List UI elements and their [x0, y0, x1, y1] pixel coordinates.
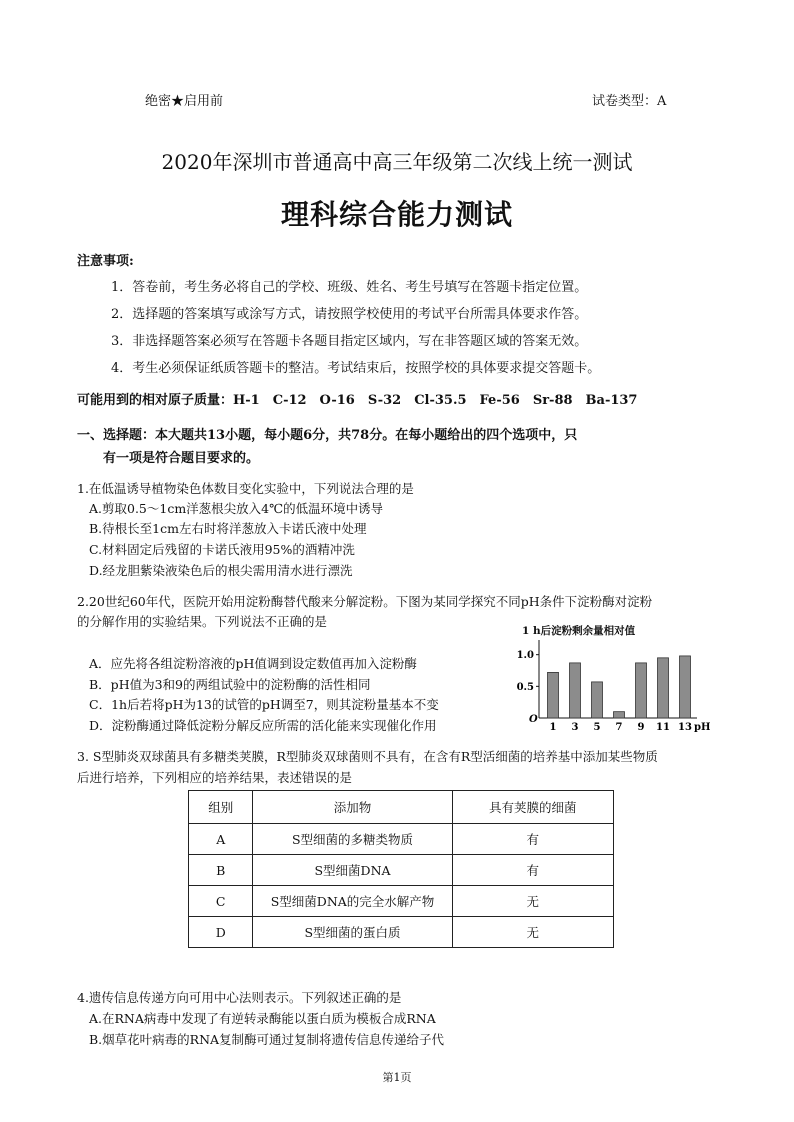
chart-bar	[614, 712, 625, 718]
chart-x-tick-label: 11	[656, 722, 670, 733]
chart-bar	[592, 682, 603, 718]
question-4-stem: 4.遗传信息传递方向可用中心法则表示。下列叙述正确的是	[77, 990, 402, 1005]
question-1-stem: 1.在低温诱导植物染色体数目变化实验中，下列说法合理的是	[77, 481, 414, 496]
table-cell: B	[189, 855, 253, 886]
question-2-option-d: D．淀粉酶通过降低淀粉分解反应所需的活化能来实现催化作用	[89, 718, 437, 733]
notice-item: 3．非选择题答案必须写在答题卡各题目指定区域内，写在非答题区域的答案无效。	[111, 334, 588, 349]
chart-title: 1 h后淀粉剩余量相对值	[522, 625, 636, 637]
question-3-stem: 3. S型肺炎双球菌具有多糖类荚膜，R型肺炎双球菌则不具有，在含有R型活细菌的培养基中添加某些物质	[77, 749, 658, 764]
notice-item: 4．考生必须保证纸质答题卡的整洁。考试结束后，按照学校的具体要求提交答题卡。	[111, 361, 601, 376]
table-header: 具有荚膜的细菌	[452, 791, 613, 824]
table-header: 添加物	[253, 791, 452, 824]
question-4-option-b: B.烟草花叶病毒的RNA复制酶可通过复制将遗传信息传递给子代	[89, 1032, 445, 1047]
chart-x-tick-label: 1	[549, 722, 557, 733]
chart-y-tick-label: 0.5	[516, 681, 534, 693]
notice-item: 2．选择题的答案填写或涂写方式，请按照学校使用的考试平台所需具体要求作答。	[111, 307, 588, 322]
results-table	[188, 790, 614, 948]
confidential-label: 绝密★启用前	[145, 94, 224, 109]
notice-item: 1．答卷前，考生务必将自己的学校、班级、姓名、考生号填写在答题卡指定位置。	[111, 280, 588, 295]
table-row	[189, 917, 614, 948]
chart-x-tick-label: 7	[615, 722, 623, 733]
table-header-row	[189, 791, 614, 824]
exam-title: 2020年深圳市普通高中高三年级第二次线上统一测试	[161, 150, 633, 174]
table-row	[189, 824, 614, 855]
exam-subtitle: 理科综合能力测试	[280, 198, 513, 231]
table-cell: 有	[452, 824, 613, 855]
question-2-stem: 2.20世纪60年代，医院开始用淀粉酶替代酸来分解淀粉。下图为某同学探究不同pH条件下淀粉酶对淀粉	[77, 594, 653, 609]
table-cell: S型细菌的蛋白质	[253, 917, 452, 948]
section-heading-cont: 有一项是符合题目要求的。	[103, 451, 260, 466]
section-heading: 一、选择题：本大题共13小题，每小题6分，共78分。在每小题给出的四个选项中，只	[77, 428, 578, 443]
chart-origin-label: O	[529, 714, 538, 725]
question-1-option-d: D.经龙胆紫染液染色后的根尖需用清水进行漂洗	[89, 563, 353, 578]
table-cell: 有	[452, 855, 613, 886]
chart-x-tick-label: 3	[571, 722, 579, 733]
question-3-stem-cont: 后进行培养，下列相应的培养结果，表述错误的是	[77, 770, 353, 785]
table-cell: D	[189, 917, 253, 948]
table-cell: S型细菌DNA	[253, 855, 452, 886]
question-2-option-b: B．pH值为3和9的两组试验中的淀粉酶的活性相同	[89, 677, 371, 692]
table-cell: 无	[452, 917, 613, 948]
chart-bar	[570, 663, 581, 718]
table-cell: S型细菌DNA的完全水解产物	[253, 886, 452, 917]
question-2-option-c: C．1h后若将pH为13的试管的pH调至7，则其淀粉量基本不变	[89, 697, 439, 712]
page-number: 第1页	[382, 1071, 412, 1084]
chart-x-tick-label: 13	[678, 722, 692, 733]
question-2-option-a: A．应先将各组淀粉溶液的pH值调到设定数值再加入淀粉酶	[89, 656, 417, 671]
chart-x-tick-label: 9	[637, 722, 645, 733]
chart-bar	[658, 658, 669, 718]
starch-remaining-chart	[507, 620, 711, 735]
question-1-option-a: A.剪取0.5～1cm洋葱根尖放入4℃的低温环境中诱导	[89, 501, 384, 516]
paper-type-label: 试卷类型：A	[592, 94, 667, 109]
question-1-option-b: B.待根长至1cm左右时将洋葱放入卡诺氏液中处理	[89, 521, 367, 536]
chart-bar	[636, 663, 647, 718]
table-row	[189, 886, 614, 917]
atomic-masses: 可能用到的相对原子质量：H-1 C-12 O-16 S-32 Cl-35.5 Fe-56 Sr-88 Ba-137	[77, 393, 638, 408]
chart-x-axis-label: pH	[694, 722, 711, 733]
chart-y-tick-label: 1.0	[516, 650, 534, 662]
question-2-stem-cont: 的分解作用的实验结果。下列说法不正确的是	[77, 614, 328, 629]
table-cell: 无	[452, 886, 613, 917]
table-header: 组别	[189, 791, 253, 824]
chart-bar	[680, 656, 691, 718]
table-cell: C	[189, 886, 253, 917]
table-row	[189, 855, 614, 886]
table-cell: A	[189, 824, 253, 855]
question-4-option-a: A.在RNA病毒中发现了有逆转录酶能以蛋白质为模板合成RNA	[89, 1011, 436, 1026]
chart-x-tick-label: 5	[593, 722, 601, 733]
chart-bar	[548, 672, 559, 718]
question-1-option-c: C.材料固定后残留的卡诺氏液用95%的酒精冲洗	[89, 542, 355, 557]
table-cell: S型细菌的多糖类物质	[253, 824, 452, 855]
notice-heading: 注意事项:	[77, 254, 134, 269]
